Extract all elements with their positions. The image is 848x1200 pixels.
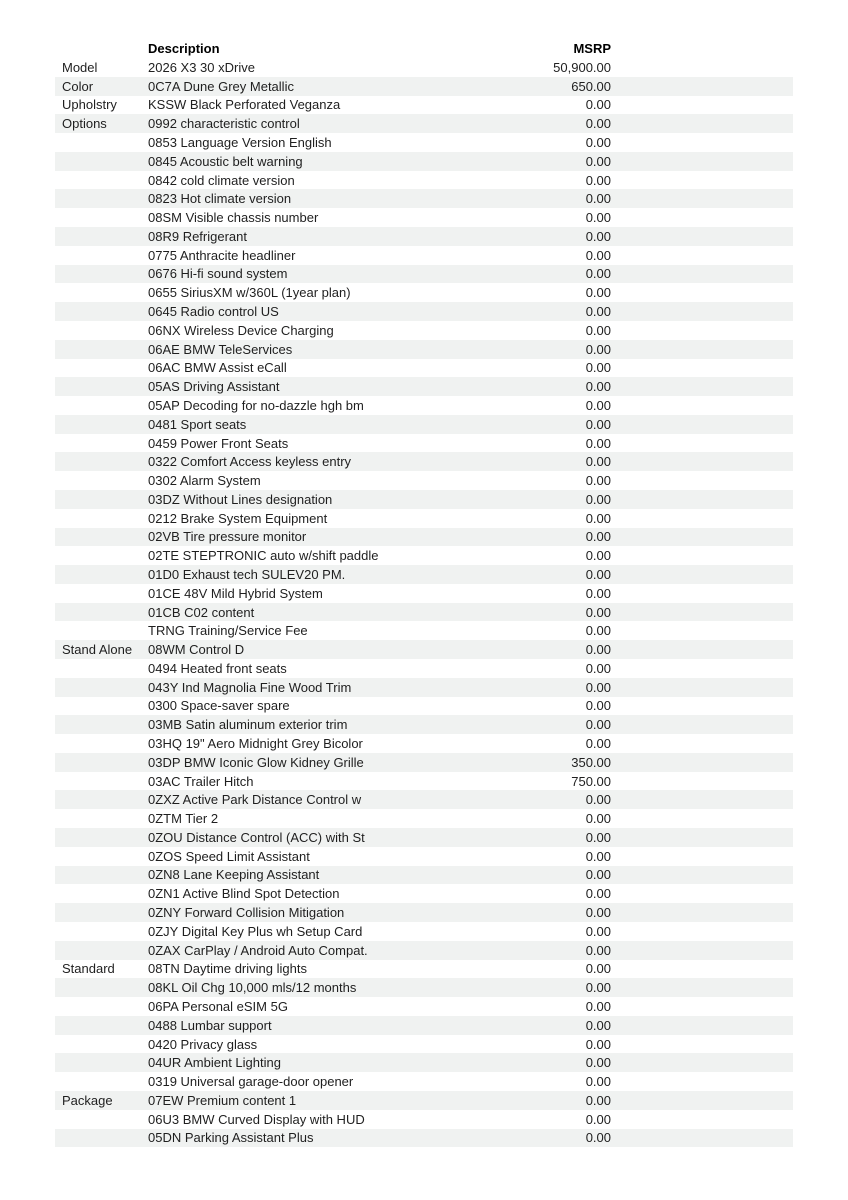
table-row: [55, 640, 793, 659]
description-cell: 0494 Heated front seats: [148, 660, 287, 676]
msrp-cell: 0.00: [585, 210, 611, 226]
description-cell: 01CB C02 content: [148, 604, 255, 620]
description-cell: 06NX Wireless Device Charging: [148, 322, 334, 338]
table-row: [55, 603, 793, 622]
msrp-cell: 0.00: [585, 980, 611, 996]
table-row: [55, 171, 793, 190]
table-row: [55, 321, 793, 340]
table-row: [55, 265, 793, 284]
table-row: [55, 1091, 793, 1110]
description-cell: 03DP BMW Iconic Glow Kidney Grille: [148, 754, 364, 770]
header-msrp-cell: MSRP: [573, 41, 611, 56]
description-cell: 03HQ 19" Aero Midnight Grey Bicolor: [148, 736, 363, 752]
description-cell: 0ZNY Forward Collision Mitigation: [148, 905, 345, 921]
table-row: [55, 152, 793, 171]
msrp-cell: 0.00: [585, 285, 611, 301]
table-row: [55, 377, 793, 396]
description-cell: 07EW Premium content 1: [148, 1092, 297, 1108]
table-body: [55, 58, 793, 1147]
table-row: [55, 528, 793, 547]
table-row: [55, 1072, 793, 1091]
msrp-cell: 0.00: [585, 829, 611, 845]
description-cell: KSSW Black Perforated Veganza: [148, 97, 341, 113]
msrp-cell: 0.00: [585, 604, 611, 620]
description-cell: 0212 Brake System Equipment: [148, 510, 328, 526]
msrp-cell: 0.00: [585, 623, 611, 639]
category-cell: Color: [62, 78, 94, 94]
msrp-cell: 0.00: [585, 942, 611, 958]
table-row: [55, 847, 793, 866]
description-cell: 2026 X3 30 xDrive: [148, 59, 255, 75]
description-cell: 0ZTM Tier 2: [148, 811, 219, 827]
description-cell: 0481 Sport seats: [148, 416, 247, 432]
msrp-cell: 0.00: [585, 848, 611, 864]
msrp-cell: 0.00: [585, 642, 611, 658]
table-row: [55, 77, 793, 96]
description-cell: 05AS Driving Assistant: [148, 379, 280, 395]
table-row: [55, 1110, 793, 1129]
table-row: [55, 678, 793, 697]
msrp-cell: 0.00: [585, 435, 611, 451]
table-row: [55, 415, 793, 434]
table-row: [55, 1016, 793, 1035]
msrp-cell: 0.00: [585, 510, 611, 526]
msrp-cell: 0.00: [585, 491, 611, 507]
description-cell: 05AP Decoding for no-dazzle hgh bm: [148, 397, 364, 413]
description-cell: 03AC Trailer Hitch: [148, 773, 254, 789]
table-row: [55, 189, 793, 208]
header-description-cell: Description: [148, 41, 220, 56]
description-cell: 06AC BMW Assist eCall: [148, 360, 287, 376]
msrp-cell: 0.00: [585, 998, 611, 1014]
table-row: [55, 584, 793, 603]
description-cell: 0488 Lumbar support: [148, 1017, 272, 1033]
msrp-cell: 0.00: [585, 660, 611, 676]
category-cell: Package: [62, 1092, 113, 1108]
description-cell: 0319 Universal garage-door opener: [148, 1074, 354, 1090]
description-cell: 02TE STEPTRONIC auto w/shift paddle: [148, 548, 379, 564]
table-row: [55, 96, 793, 115]
msrp-cell: 0.00: [585, 566, 611, 582]
description-cell: 0420 Privacy glass: [148, 1036, 258, 1052]
table-row: [55, 434, 793, 453]
description-cell: 0853 Language Version English: [148, 135, 332, 151]
table-row: [55, 941, 793, 960]
category-cell: Standard: [62, 961, 115, 977]
msrp-cell: 0.00: [585, 266, 611, 282]
msrp-cell: 0.00: [585, 792, 611, 808]
description-cell: 08TN Daytime driving lights: [148, 961, 307, 977]
description-cell: 0300 Space-saver spare: [148, 698, 290, 714]
table-row: [55, 922, 793, 941]
msrp-cell: 750.00: [571, 773, 611, 789]
table-row: [55, 227, 793, 246]
description-cell: 0655 SiriusXM w/360L (1year plan): [148, 285, 351, 301]
category-cell: Upholstry: [62, 97, 117, 113]
description-cell: 01CE 48V Mild Hybrid System: [148, 585, 323, 601]
msrp-cell: 650.00: [571, 78, 611, 94]
description-cell: 0842 cold climate version: [148, 172, 295, 188]
msrp-cell: 0.00: [585, 961, 611, 977]
msrp-cell: 0.00: [585, 247, 611, 263]
table-row: [55, 790, 793, 809]
description-cell: 03DZ Without Lines designation: [148, 491, 333, 507]
table-row: [55, 359, 793, 378]
table-row: [55, 565, 793, 584]
table-row: [55, 1035, 793, 1054]
table-row: [55, 997, 793, 1016]
description-cell: 0C7A Dune Grey Metallic: [148, 78, 294, 94]
description-cell: 0645 Radio control US: [148, 304, 279, 320]
table-row: [55, 546, 793, 565]
msrp-cell: 0.00: [585, 529, 611, 545]
category-cell: Stand Alone: [62, 642, 133, 658]
msrp-cell: 0.00: [585, 473, 611, 489]
table-row: [55, 734, 793, 753]
table-row: [55, 828, 793, 847]
description-cell: 0ZOU Distance Control (ACC) with St: [148, 829, 365, 845]
table-row: [55, 659, 793, 678]
description-cell: 0992 characteristic control: [148, 116, 300, 132]
msrp-cell: 0.00: [585, 135, 611, 151]
description-cell: 0845 Acoustic belt warning: [148, 153, 303, 169]
table-row: [55, 1129, 793, 1148]
table-row: [55, 772, 793, 791]
table-row: [55, 978, 793, 997]
msrp-cell: 0.00: [585, 172, 611, 188]
msrp-cell: 0.00: [585, 116, 611, 132]
description-cell: 0302 Alarm System: [148, 473, 261, 489]
description-cell: 0ZN1 Active Blind Spot Detection: [148, 886, 340, 902]
table-row: [55, 114, 793, 133]
description-cell: 0459 Power Front Seats: [148, 435, 289, 451]
description-cell: 0ZAX CarPlay / Android Auto Compat.: [148, 942, 368, 958]
description-cell: 08R9 Refrigerant: [148, 228, 247, 244]
msrp-cell: 0.00: [585, 1092, 611, 1108]
msrp-cell: 350.00: [571, 754, 611, 770]
description-cell: 01D0 Exhaust tech SULEV20 PM.: [148, 566, 346, 582]
table-row: [55, 58, 793, 77]
table-row: [55, 283, 793, 302]
msrp-cell: 0.00: [585, 585, 611, 601]
msrp-cell: 0.00: [585, 905, 611, 921]
msrp-cell: 0.00: [585, 1055, 611, 1071]
msrp-cell: 50,900.00: [553, 59, 611, 75]
description-cell: 0775 Anthracite headliner: [148, 247, 296, 263]
table-row: [55, 753, 793, 772]
table-row: [55, 509, 793, 528]
description-cell: 06AE BMW TeleServices: [148, 341, 293, 357]
description-cell: 0ZXZ Active Park Distance Control w: [148, 792, 362, 808]
msrp-cell: 0.00: [585, 1130, 611, 1146]
table-row: [55, 396, 793, 415]
description-cell: 06U3 BMW Curved Display with HUD: [148, 1111, 365, 1127]
description-cell: 0322 Comfort Access keyless entry: [148, 454, 352, 470]
msrp-cell: 0.00: [585, 698, 611, 714]
description-cell: 0676 Hi-fi sound system: [148, 266, 288, 282]
msrp-cell: 0.00: [585, 886, 611, 902]
table-row: [55, 490, 793, 509]
msrp-cell: 0.00: [585, 1017, 611, 1033]
table-row: [55, 715, 793, 734]
description-cell: 03MB Satin aluminum exterior trim: [148, 717, 348, 733]
table-row: [55, 697, 793, 716]
msrp-cell: 0.00: [585, 416, 611, 432]
table-row: [55, 340, 793, 359]
msrp-cell: 0.00: [585, 379, 611, 395]
msrp-cell: 0.00: [585, 454, 611, 470]
msrp-cell: 0.00: [585, 923, 611, 939]
table-row: [55, 471, 793, 490]
msrp-cell: 0.00: [585, 548, 611, 564]
description-cell: 05DN Parking Assistant Plus: [148, 1130, 314, 1146]
msrp-cell: 0.00: [585, 304, 611, 320]
msrp-cell: 0.00: [585, 1111, 611, 1127]
description-cell: 08WM Control D: [148, 642, 245, 658]
msrp-cell: 0.00: [585, 811, 611, 827]
description-cell: 04UR Ambient Lighting: [148, 1055, 281, 1071]
table-row: [55, 884, 793, 903]
description-cell: 02VB Tire pressure monitor: [148, 529, 307, 545]
msrp-cell: 0.00: [585, 322, 611, 338]
msrp-cell: 0.00: [585, 679, 611, 695]
msrp-cell: 0.00: [585, 736, 611, 752]
msrp-cell: 0.00: [585, 1036, 611, 1052]
table-row: [55, 866, 793, 885]
msrp-cell: 0.00: [585, 341, 611, 357]
msrp-cell: 0.00: [585, 228, 611, 244]
category-cell: Options: [62, 116, 107, 132]
table-row: [55, 809, 793, 828]
table-row: [55, 208, 793, 227]
table-row: [55, 621, 793, 640]
description-cell: TRNG Training/Service Fee: [148, 623, 308, 639]
table-row: [55, 903, 793, 922]
msrp-cell: 0.00: [585, 1074, 611, 1090]
description-cell: 06PA Personal eSIM 5G: [148, 998, 288, 1014]
msrp-cell: 0.00: [585, 867, 611, 883]
description-cell: 08SM Visible chassis number: [148, 210, 319, 226]
description-cell: 043Y Ind Magnolia Fine Wood Trim: [148, 679, 352, 695]
description-cell: 08KL Oil Chg 10,000 mls/12 months: [148, 980, 357, 996]
msrp-cell: 0.00: [585, 153, 611, 169]
description-cell: 0ZOS Speed Limit Assistant: [148, 848, 310, 864]
msrp-cell: 0.00: [585, 717, 611, 733]
msrp-cell: 0.00: [585, 360, 611, 376]
vehicle-options-table: [55, 39, 793, 1147]
table-row: [55, 246, 793, 265]
table-row: [55, 302, 793, 321]
table-row: [55, 452, 793, 471]
table-header-row: [55, 39, 793, 58]
table-row: [55, 133, 793, 152]
msrp-cell: 0.00: [585, 97, 611, 113]
description-cell: 0ZN8 Lane Keeping Assistant: [148, 867, 320, 883]
table-row: [55, 960, 793, 979]
description-cell: 0823 Hot climate version: [148, 191, 292, 207]
table-row: [55, 1053, 793, 1072]
msrp-cell: 0.00: [585, 397, 611, 413]
msrp-cell: 0.00: [585, 191, 611, 207]
category-cell: Model: [62, 59, 98, 75]
description-cell: 0ZJY Digital Key Plus wh Setup Card: [148, 923, 363, 939]
